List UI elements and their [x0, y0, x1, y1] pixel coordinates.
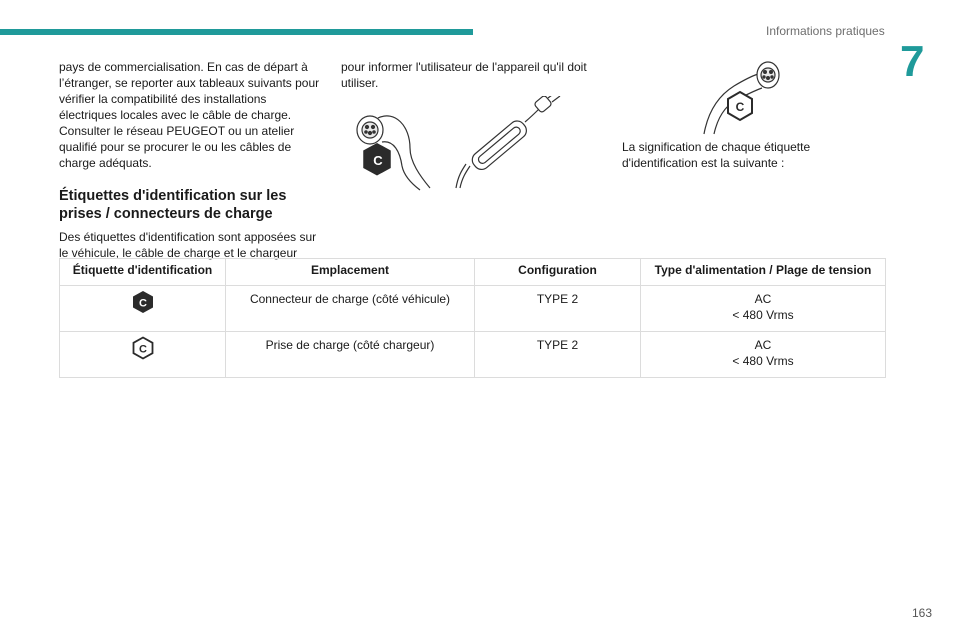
- chapter-number: 7: [900, 37, 925, 86]
- section-heading: Étiquettes d'identification sur les prises / connecteurs de charge: [59, 188, 287, 222]
- voltage-range: < 480 Vrms: [732, 308, 794, 322]
- table-header-row: [60, 259, 886, 286]
- column-middle: [341, 59, 601, 91]
- table-row: [60, 286, 886, 332]
- header-accent-bar: [0, 29, 473, 35]
- intro-paragraph: pays de commercialisation. En cas de départ à l’étranger, se reporter aux tableaux suivants pour vérifier la compatibilité des installations électriques locales avec le câble de charge. Consulter le réseau PEUGEOT ou un atelier qualifié pour se procurer le ou les câbles de charge adéquats.: [59, 60, 320, 170]
- label-cell: [60, 286, 226, 332]
- charger-plug-badge-icon: [131, 336, 155, 360]
- label-cell: [60, 332, 226, 378]
- header-power: Type d'alimentation / Plage de tension: [641, 259, 886, 286]
- header-location: Emplacement: [226, 259, 475, 286]
- charger-plug-illustration: [690, 56, 786, 136]
- location-cell: Prise de charge (côté chargeur): [226, 332, 475, 378]
- power-type: AC: [754, 292, 772, 306]
- configuration-cell: TYPE 2: [475, 332, 641, 378]
- table-row: [60, 332, 886, 378]
- plug-badge-letter: C: [735, 100, 745, 114]
- vehicle-connector-badge-icon: [131, 290, 155, 314]
- svg-text:C: C: [138, 297, 147, 310]
- power-cell: [641, 332, 886, 378]
- charging-cable-illustration: [350, 96, 562, 192]
- power-type: AC: [754, 338, 772, 352]
- column-left: [59, 59, 321, 261]
- section-title: Informations pratiques: [766, 24, 885, 38]
- identification-table: [59, 258, 886, 378]
- power-cell: [641, 286, 886, 332]
- cable-badge-letter: C: [373, 153, 383, 168]
- location-cell: Connecteur de charge (côté véhicule): [226, 286, 475, 332]
- header-label: Étiquette d'identification: [60, 259, 226, 286]
- right-paragraph: La signification de chaque étiquette d'identification est la suivante :: [622, 140, 811, 170]
- page-number: 163: [912, 606, 933, 620]
- header-configuration: Configuration: [475, 259, 641, 286]
- column-right: [622, 139, 862, 171]
- svg-text:C: C: [138, 343, 147, 356]
- configuration-cell: TYPE 2: [475, 286, 641, 332]
- middle-paragraph: pour informer l'utilisateur de l'appareil qu'il doit utiliser.: [341, 60, 587, 90]
- voltage-range: < 480 Vrms: [732, 354, 794, 368]
- labels-paragraph: Des étiquettes d'identification sont apposées sur le véhicule, le câble de charge et le chargeur: [59, 230, 317, 260]
